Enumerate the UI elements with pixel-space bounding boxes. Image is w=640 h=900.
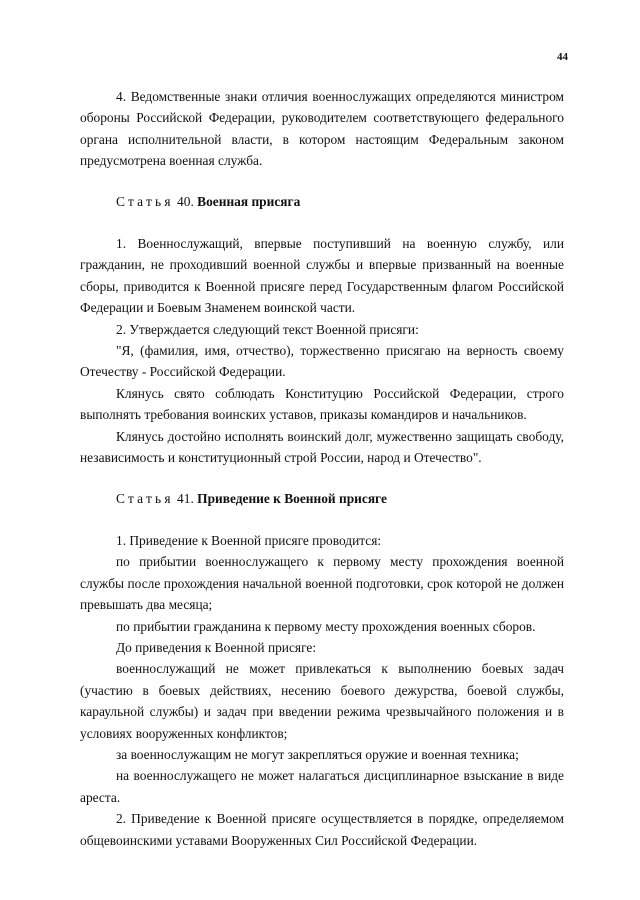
oath-text-paragraph-1: "Я, (фамилия, имя, отчество), торжественно присягаю на верность своему Отечеству - Российской Федерации. — [80, 343, 564, 380]
article-41-title: Приведение к Военной присяге — [197, 490, 387, 506]
article-41-paragraph-7: на военнослужащего не может налагаться дисциплинарное взыскание в виде ареста. — [80, 768, 564, 805]
article-41-number: 41. — [177, 490, 194, 506]
article-41-paragraph-5: военнослужащий не может привлекаться к выполнению боевых задач (участию в боевых действиях, несению боевого дежурства, боевой службы, караульной службы) и задач при введении режима чрезвычайного положения и в условиях вооруженных конфликтов; — [80, 661, 564, 741]
article-41-paragraph-4: До приведения к Военной присяге: — [116, 639, 317, 655]
article-40-heading — [80, 191, 564, 212]
article-41-paragraph-8: 2. Приведение к Военной присяге осуществляется в порядке, определяемом общевоинскими уставами Вооруженных Сил Российской Федерации. — [80, 811, 564, 848]
article-41-paragraph-3: по прибытии гражданина к первому месту прохождения военных сборов. — [116, 618, 536, 634]
document-body — [80, 86, 564, 851]
article-40-paragraph-1: 1. Военнослужащий, впервые поступивший на военную службу, или гражданин, не проходивший военной службы и впервые призванный на военные сборы, приводится к Военной присяге перед Государственным флагом Российской Федерации и Боевым Знаменем воинской части. — [80, 236, 564, 316]
article-40-word: Статья — [116, 193, 174, 209]
oath-text-paragraph-2: Клянусь свято соблюдать Конституцию Российской Федерации, строго выполнять требования воинских уставов, приказы командиров и начальников. — [80, 385, 564, 423]
article-41-word: Статья — [116, 490, 174, 506]
oath-text-paragraph-3: Клянусь достойно исполнять воинский долг, мужественно защищать свободу, независимость и конституционный строй России, народ и Отечество". — [80, 428, 564, 466]
article-41-paragraph-1: 1. Приведение к Военной присяге проводится: — [116, 532, 382, 548]
article-41-heading — [80, 488, 564, 509]
article-40-paragraph-2: 2. Утверждается следующий текст Военной присяги: — [116, 321, 419, 337]
paragraph-ministry-insignia: 4. Ведомственные знаки отличия военнослужащих определяются министром обороны Российской Федерации, руководителем соответствующего федерального органа исполнительной власти, в котором настоящим Федеральным законом предусмотрена военная служба. — [80, 89, 564, 169]
page-number: 44 — [557, 51, 568, 63]
article-41-paragraph-6: за военнослужащим не могут закрепляться оружие и военная техника; — [116, 746, 519, 762]
article-41-paragraph-2: по прибытии военнослужащего к первому месту прохождения военной службы после прохождения начальной военной подготовки, срок которой не должен превышать два месяца; — [80, 554, 564, 613]
article-40-number: 40. — [177, 193, 194, 209]
article-40-title: Военная присяга — [197, 193, 301, 209]
